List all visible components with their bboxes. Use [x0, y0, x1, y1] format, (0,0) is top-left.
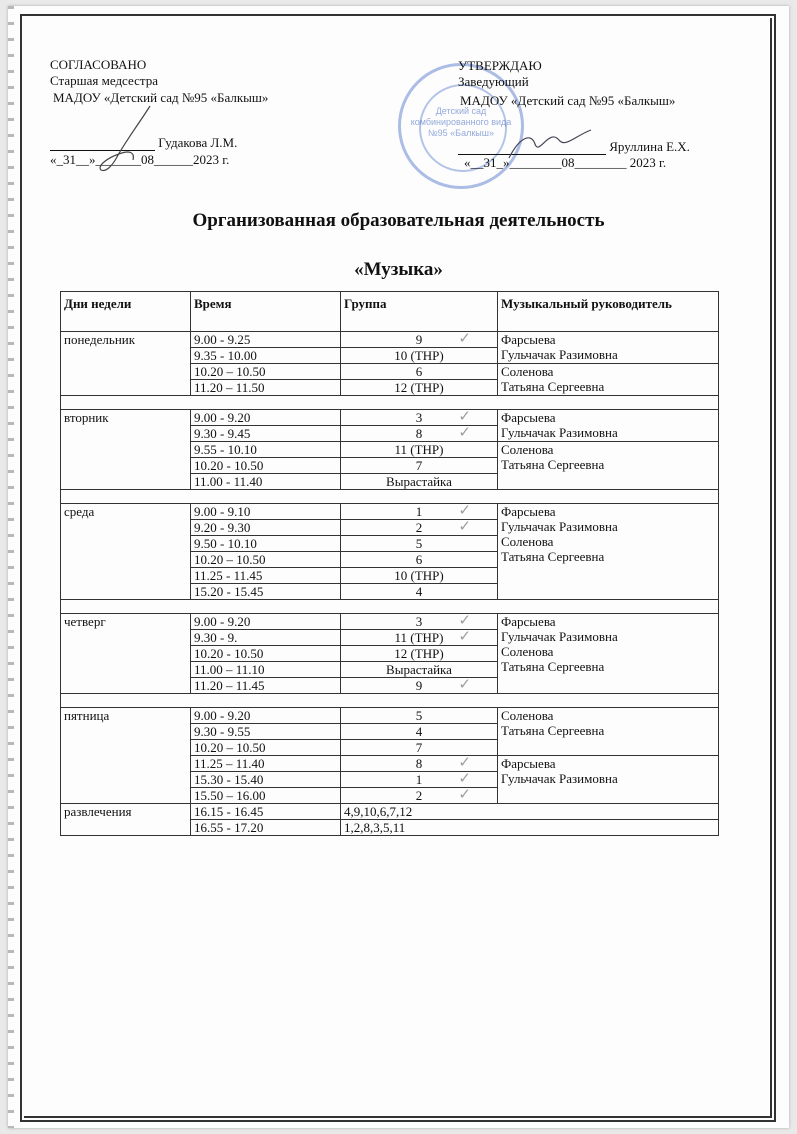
group-cell: 5: [341, 536, 498, 552]
director-cell: Фарсыева Гульчачак Разимовна: [498, 410, 719, 442]
time-cell: 9.00 - 9.20: [191, 410, 341, 426]
group-cell: Вырастайка: [341, 662, 498, 678]
day-cell: четверг: [61, 614, 191, 694]
approval-right-date: «__31_»________08________ 2023 г.: [464, 155, 667, 170]
director-cell: Соленова Татьяна Сергеевна: [498, 442, 719, 490]
header-group: Группа: [341, 292, 498, 332]
group-cell: 5: [341, 708, 498, 724]
day-cell: развлечения: [61, 804, 191, 836]
group-cell: 6: [341, 552, 498, 568]
director-cell: Соленова Татьяна Сергеевна: [498, 708, 719, 756]
director-cell: Фарсыева Гульчачак Разимовна Соленова Татьяна Сергеевна: [498, 504, 719, 600]
time-cell: 10.20 – 10.50: [191, 552, 341, 568]
time-cell: 15.30 - 15.40: [191, 772, 341, 788]
header-director: Музыкальный руководитель: [498, 292, 719, 332]
spacer-cell: [61, 694, 719, 708]
day-cell: вторник: [61, 410, 191, 490]
checkmark-icon: ✓: [458, 501, 471, 519]
director-cell: Фарсыева Гульчачак Разимовна Соленова Татьяна Сергеевна: [498, 614, 719, 694]
director-cell: Фарсыева Гульчачак Разимовна: [498, 756, 719, 804]
time-cell: 11.20 – 11.45: [191, 678, 341, 694]
checkmark-icon: ✓: [458, 423, 471, 441]
time-cell: 15.50 – 16.00: [191, 788, 341, 804]
time-cell: 16.55 - 17.20: [191, 820, 341, 836]
approval-left-heading: СОГЛАСОВАНО: [50, 57, 147, 72]
page-title: Организованная образовательная деятельность: [192, 210, 605, 231]
time-cell: 9.30 - 9.: [191, 630, 341, 646]
checkmark-icon: ✓: [458, 329, 471, 347]
time-cell: 11.25 - 11.45: [191, 568, 341, 584]
group-cell: 11 (ТНР): [341, 442, 498, 458]
entertainment-groups-cell: 4,9,10,6,7,12: [341, 804, 719, 820]
checkmark-icon: ✓: [458, 785, 471, 803]
table-row: [61, 410, 719, 426]
group-cell: 10 (ТНР): [341, 568, 498, 584]
spacer-cell: [61, 490, 719, 504]
time-cell: 10.20 – 10.50: [191, 740, 341, 756]
time-cell: 9.00 - 9.10: [191, 504, 341, 520]
checkmark-icon: ✓: [458, 769, 471, 787]
time-cell: 11.00 - 11.40: [191, 474, 341, 490]
time-cell: 11.20 – 11.50: [191, 380, 341, 396]
checkmark-icon: ✓: [458, 407, 471, 425]
group-cell: 9 ✓: [341, 332, 498, 348]
time-cell: 9.20 - 9.30: [191, 520, 341, 536]
table-row: [61, 804, 719, 820]
group-cell: 9 ✓: [341, 678, 498, 694]
group-cell: 2 ✓: [341, 788, 498, 804]
time-cell: 9.00 - 9.20: [191, 614, 341, 630]
spacer-row: [61, 490, 719, 504]
approval-right-name: Яруллина Е.Х.: [609, 139, 690, 154]
time-cell: 9.30 - 9.45: [191, 426, 341, 442]
time-cell: 9.50 - 10.10: [191, 536, 341, 552]
approval-right-org: МАДОУ «Детский сад №95 «Балкыш»: [460, 93, 676, 108]
group-cell: 12 (ТНР): [341, 646, 498, 662]
time-cell: 9.00 - 9.20: [191, 708, 341, 724]
group-cell: 4: [341, 724, 498, 740]
day-cell: пятница: [61, 708, 191, 804]
signature-left-graphic: [95, 102, 165, 177]
group-cell: 12 (ТНР): [341, 380, 498, 396]
table-row: [61, 708, 719, 724]
group-cell: 3 ✓: [341, 614, 498, 630]
spacer-cell: [61, 396, 719, 410]
official-stamp-text: Детский сад комбинированного вида №95 «Балкыш»: [410, 106, 512, 138]
day-cell: среда: [61, 504, 191, 600]
approval-right-heading: УТВЕРЖДАЮ: [458, 58, 542, 73]
time-cell: 16.15 - 16.45: [191, 804, 341, 820]
table-header-row: [61, 292, 719, 332]
checkmark-icon: ✓: [458, 753, 471, 771]
approval-left-role: Старшая медсестра: [50, 73, 158, 88]
group-cell: 7: [341, 740, 498, 756]
group-cell: 11 (ТНР) ✓: [341, 630, 498, 646]
spacer-row: [61, 600, 719, 614]
group-cell: Вырастайка: [341, 474, 498, 490]
spacer-cell: [61, 600, 719, 614]
spacer-row: [61, 694, 719, 708]
group-cell: 1 ✓: [341, 504, 498, 520]
time-cell: 10.20 - 10.50: [191, 646, 341, 662]
time-cell: 10.20 – 10.50: [191, 364, 341, 380]
approval-right-role: Заведующий: [458, 74, 529, 89]
table-row: [61, 614, 719, 630]
time-cell: 9.00 - 9.25: [191, 332, 341, 348]
binding-holes: [8, 6, 14, 1128]
approval-left-org: МАДОУ «Детский сад №95 «Балкыш»: [53, 90, 269, 105]
group-cell: 7: [341, 458, 498, 474]
time-cell: 9.35 - 10.00: [191, 348, 341, 364]
approval-left-date: «_31__»_______08______2023 г.: [50, 152, 230, 167]
schedule-body: [61, 329, 719, 836]
time-cell: 11.25 – 11.40: [191, 756, 341, 772]
time-cell: 11.00 – 11.10: [191, 662, 341, 678]
group-cell: 8 ✓: [341, 756, 498, 772]
director-cell: Соленова Татьяна Сергеевна: [498, 364, 719, 396]
header-time: Время: [191, 292, 341, 332]
schedule-table: [60, 291, 719, 836]
page-subtitle: «Музыка»: [354, 259, 443, 280]
checkmark-icon: ✓: [458, 517, 471, 535]
checkmark-icon: ✓: [458, 675, 471, 693]
entertainment-groups-cell: 1,2,8,3,5,11: [341, 820, 719, 836]
checkmark-icon: ✓: [458, 627, 471, 645]
spacer-row: [61, 396, 719, 410]
director-cell: Фарсыева Гульчачак Разимовна: [498, 332, 719, 364]
group-cell: 6: [341, 364, 498, 380]
time-cell: 15.20 - 15.45: [191, 584, 341, 600]
group-cell: 8 ✓: [341, 426, 498, 442]
group-cell: 10 (ТНР): [341, 348, 498, 364]
time-cell: 10.20 - 10.50: [191, 458, 341, 474]
time-cell: 9.55 - 10.10: [191, 442, 341, 458]
day-cell: понедельник: [61, 332, 191, 396]
time-cell: 9.30 - 9.55: [191, 724, 341, 740]
group-cell: 4: [341, 584, 498, 600]
table-row: [61, 504, 719, 520]
group-cell: 1 ✓: [341, 772, 498, 788]
header-day: Дни недели: [61, 292, 191, 332]
checkmark-icon: ✓: [458, 611, 471, 629]
signature-right-graphic: [505, 118, 595, 173]
approval-left-name: Гудакова Л.М.: [158, 135, 238, 150]
table-row: [61, 332, 719, 348]
group-cell: 3 ✓: [341, 410, 498, 426]
group-cell: 2 ✓: [341, 520, 498, 536]
